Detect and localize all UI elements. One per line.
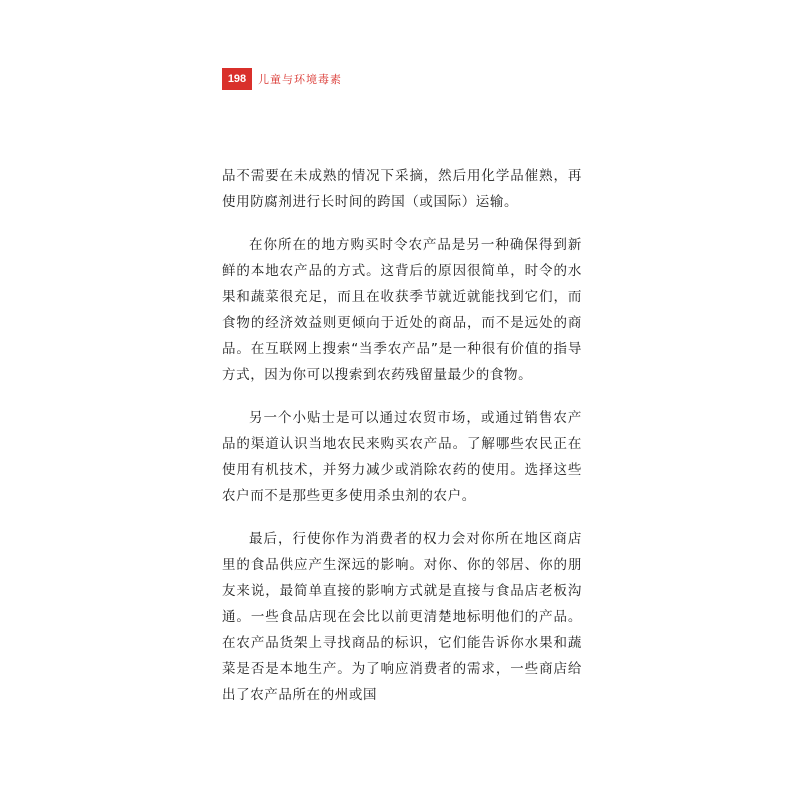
paragraph-consumer-power: 最后，行使你作为消费者的权力会对你所在地区商店里的食品供应产生深远的影响。对你、你的邻居、你的朋友来说，最简单直接的影响方式就是直接与食品店老板沟通。一些食品店现在会比以前更清楚地标明他们的产品。在农产品货架上寻找商品的标识，它们能告诉你水果和蔬菜是否是本地生产。为了响应消费者的需求，一些商店给出了农产品所在的州或国: [222, 531, 582, 703]
paragraph-seasonal-produce: 在你所在的地方购买时令农产品是另一种确保得到新鲜的本地农产品的方式。这背后的原因很简单，时令的水果和蔬菜很充足，而且在收获季节就近就能找到它们，而食物的经济效益则更倾向于近处的商品，而不是远处的商品。在互联网上搜索“当季农产品”是一种很有价值的指导方式，因为你可以搜索到农药残留量最少的食物。: [222, 237, 582, 383]
body-text: [222, 163, 582, 725]
page-header: [222, 68, 342, 90]
paragraph-farmers-market: 另一个小贴士是可以通过农贸市场，或通过销售农产品的渠道认识当地农民来购买农产品。了解哪些农民正在使用有机技术，并努力减少或消除农药的使用。选择这些农户而不是那些更多使用杀虫剂的农户。: [222, 410, 582, 504]
running-title: 儿童与环境毒素: [258, 73, 342, 86]
page-number: 198: [222, 68, 252, 90]
paragraph-continued: 品不需要在未成熟的情况下采摘，然后用化学品催熟，再使用防腐剂进行长时间的跨国（或国际）运输。: [222, 168, 582, 210]
